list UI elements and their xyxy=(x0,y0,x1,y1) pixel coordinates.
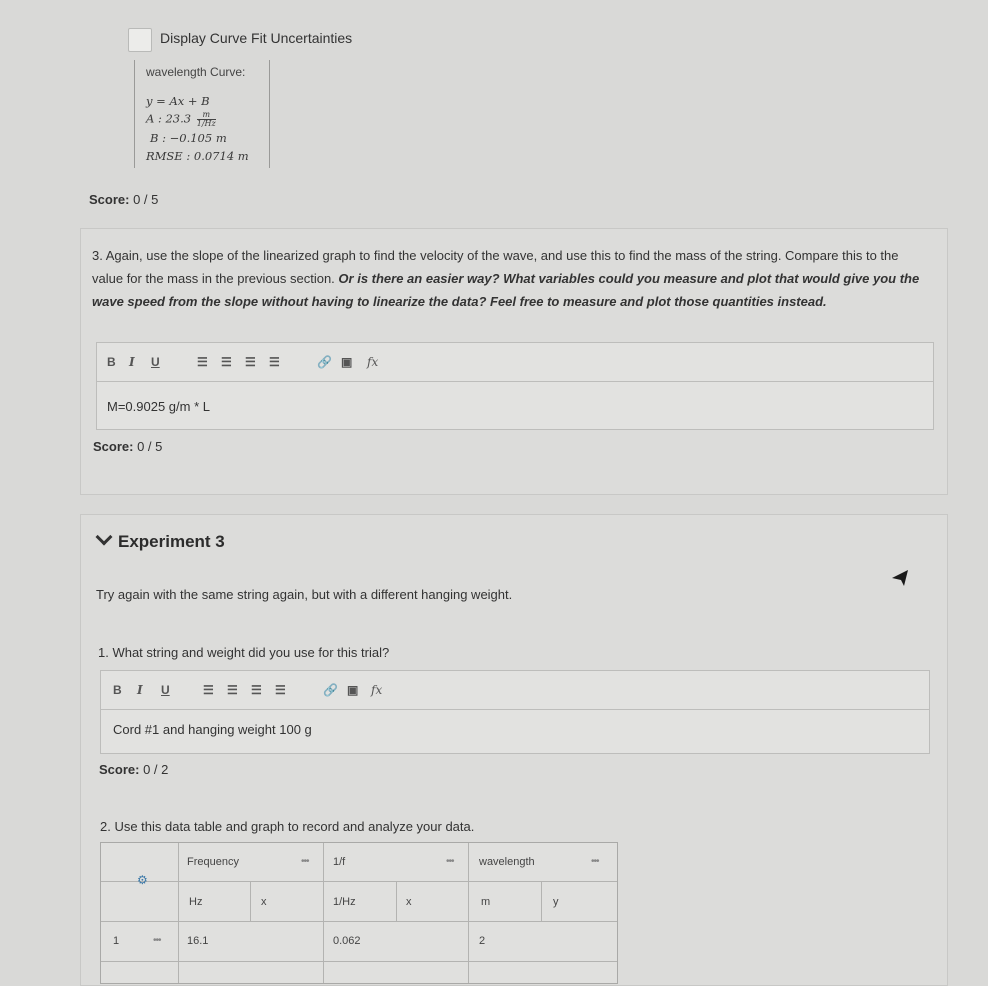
score-label: Score: xyxy=(99,762,140,777)
row-index: 1 xyxy=(113,935,120,947)
ordered-list-icon[interactable]: ☰ xyxy=(203,683,214,697)
unit-frequency[interactable]: Hz xyxy=(189,896,203,908)
image-icon[interactable]: ▣ xyxy=(341,355,353,369)
column-header-inverse-f[interactable]: 1/f xyxy=(333,856,346,868)
score-value: 0 / 5 xyxy=(133,192,159,207)
fit-a-value xyxy=(146,111,216,128)
editor-toolbar xyxy=(101,671,929,710)
exp3-question-1: 1. What string and weight did you use for this trial? xyxy=(98,645,390,660)
q3-answer-text[interactable]: M=0.9025 g/m * L xyxy=(107,399,210,414)
fit-a-unit-den: 1/Hz xyxy=(196,119,216,128)
link-icon[interactable]: 🔗 xyxy=(317,355,332,369)
data-table xyxy=(100,842,618,984)
column-header-frequency[interactable]: Frequency xyxy=(187,856,239,868)
cell-wavelength[interactable]: 2 xyxy=(479,935,486,947)
ordered-list-icon[interactable]: ☰ xyxy=(197,355,208,369)
axis-wavelength[interactable]: y xyxy=(553,896,559,908)
cell-frequency[interactable]: 16.1 xyxy=(187,935,209,947)
settings-gear-icon[interactable]: ⚙ xyxy=(137,873,148,887)
axis-inverse-f[interactable]: x xyxy=(406,896,412,908)
score-value: 0 / 5 xyxy=(137,439,163,454)
score-label: Score: xyxy=(89,192,130,207)
fit-a-label: A : 23.3 xyxy=(146,111,192,126)
indent-icon[interactable]: ☰ xyxy=(275,683,286,697)
italic-button[interactable]: I xyxy=(129,355,135,369)
chevron-down-icon[interactable] xyxy=(96,529,113,546)
column-menu-icon[interactable]: ••• xyxy=(446,856,454,867)
link-icon[interactable]: 🔗 xyxy=(323,683,338,697)
outdent-icon[interactable]: ☰ xyxy=(245,355,256,369)
question-3-text xyxy=(92,244,928,313)
unit-wavelength[interactable]: m xyxy=(481,896,491,908)
uncertainties-checkbox-label: Display Curve Fit Uncertainties xyxy=(160,30,353,46)
curve-fit-title: wavelength Curve: xyxy=(146,65,246,79)
unordered-list-icon[interactable]: ☰ xyxy=(227,683,238,697)
fit-rmse-value: RMSE : 0.0714 m xyxy=(146,149,249,163)
experiment-3-intro: Try again with the same string again, but with a different hanging weight. xyxy=(96,587,513,602)
uncertainties-checkbox[interactable] xyxy=(128,28,152,52)
bold-button[interactable]: B xyxy=(107,355,116,369)
fit-a-unit-num: m xyxy=(197,111,216,120)
experiment-3-header[interactable] xyxy=(98,532,225,552)
fit-b-value: B : −0.105 m xyxy=(150,131,227,145)
experiment-3-title: Experiment 3 xyxy=(118,532,225,551)
axis-frequency[interactable]: x xyxy=(261,896,267,908)
indent-icon[interactable]: ☰ xyxy=(269,355,280,369)
column-header-wavelength[interactable]: wavelength xyxy=(479,856,535,868)
italic-button[interactable]: I xyxy=(137,683,143,697)
formula-button[interactable]: fx xyxy=(367,355,379,369)
column-menu-icon[interactable]: ••• xyxy=(591,856,599,867)
exp3-question-2: 2. Use this data table and graph to record and analyze your data. xyxy=(100,819,475,834)
unordered-list-icon[interactable]: ☰ xyxy=(221,355,232,369)
score-section-1 xyxy=(89,192,158,207)
bold-button[interactable]: B xyxy=(113,683,122,697)
exp3-q1-answer-text[interactable]: Cord #1 and hanging weight 100 g xyxy=(113,722,312,737)
unit-inverse-f[interactable]: 1/Hz xyxy=(333,896,356,908)
fit-equation: y = Ax + B xyxy=(146,94,210,108)
column-menu-icon[interactable]: ••• xyxy=(301,856,309,867)
exp3-q1-answer-editor[interactable] xyxy=(100,670,930,754)
outdent-icon[interactable]: ☰ xyxy=(251,683,262,697)
score-section-3 xyxy=(99,762,168,777)
formula-button[interactable]: fx xyxy=(371,683,383,697)
editor-toolbar xyxy=(97,343,933,382)
image-icon[interactable]: ▣ xyxy=(347,683,359,697)
q3-prompt: Again, use the slope of the linearized graph to find the velocity of the wave, and use this to find the mass of the string. Compare this to the value for the mass in the previous section. xyxy=(92,248,899,286)
score-value: 0 / 2 xyxy=(143,762,169,777)
q3-number: 3. xyxy=(92,248,103,263)
cell-inverse-f[interactable]: 0.062 xyxy=(333,935,361,947)
underline-button[interactable]: U xyxy=(151,355,160,369)
score-section-2 xyxy=(93,439,162,454)
underline-button[interactable]: U xyxy=(161,683,170,697)
q3-emphasis: Or is there an easier way? What variables could you measure and plot that would give you the wave speed from the slope without having to linearize the data? Feel free to measure and plot those quantities instead. xyxy=(92,271,920,309)
mouse-cursor-icon xyxy=(890,566,912,590)
row-menu-icon[interactable]: ••• xyxy=(153,935,161,946)
q3-answer-editor[interactable] xyxy=(96,342,934,430)
score-label: Score: xyxy=(93,439,134,454)
